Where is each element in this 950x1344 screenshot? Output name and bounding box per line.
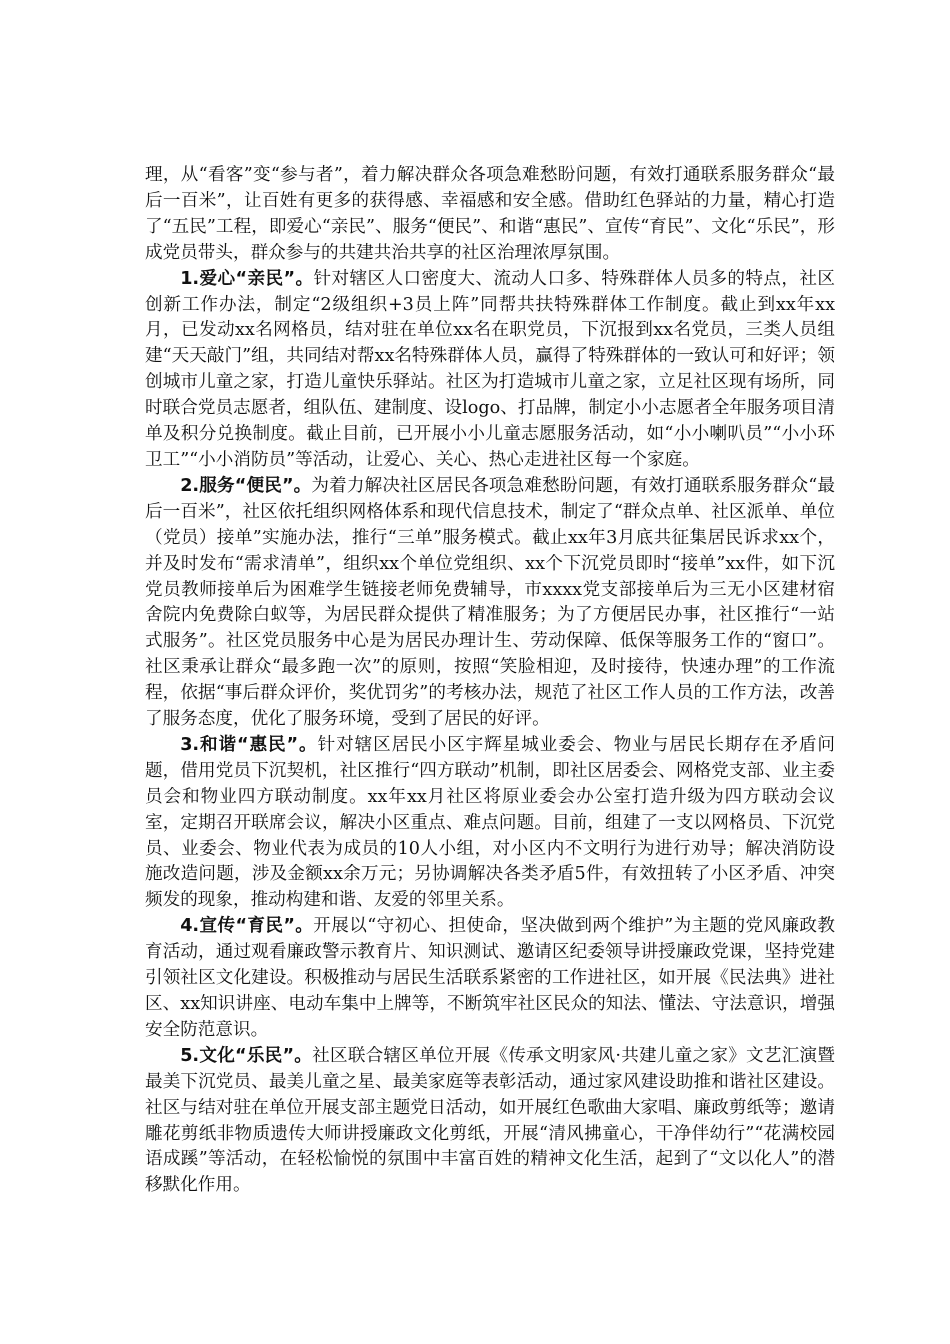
- intro-paragraph: 理，从“看客”变“参与者”，着力解决群众各项急难愁盼问题，有效打通联系服务群众“最后一百米”，让百姓有更多的获得感、幸福感和安全感。借助红色驿站的力量，精心打造了“五民”工程，即爱心“亲民”、服务“便民”、和谐“惠民”、宣传“育民”、文化“乐民”，形成党员带头，群众参与的共建共治共享的社区治理浓厚氛围。: [145, 165, 835, 263]
- section-paragraph-4: [145, 914, 835, 1044]
- section-heading-5: 5.文化“乐民”。: [180, 1045, 313, 1066]
- section-paragraph-3: [145, 733, 835, 914]
- section-heading-4: 4.宣传“育民”。: [180, 916, 314, 937]
- section-heading-3: 3.和谐“惠民”。: [180, 734, 318, 755]
- section-paragraph-2: [145, 474, 835, 733]
- section-body-1: 针对辖区人口密度大、流动人口多、特殊群体人员多的特点，社区创新工作办法，制定“2级组织+3员上阵”同帮共扶特殊群体工作制度。截止到xx年xx月，已发动xx名网格员，结对驻在单位xx名在职党员，下沉报到xx名党员，三类人员组建“天天敲门”组，共同结对帮xx名特殊群体人员，赢得了特殊群体的一致认可和好评；领创城市儿童之家，打造儿童快乐驿站。社区为打造城市儿童之家，立足社区现有场所，同时联合党员志愿者，组队伍、建制度、设logo、打品牌，制定小小志愿者全年服务项目清单及积分兑换制度。截止目前，已开展小小儿童志愿服务活动，如“小小喇叭员”“小小环卫工”“小小消防员”等活动，让爱心、关心、热心走进社区每一个家庭。: [145, 268, 835, 470]
- section-paragraph-5: [145, 1044, 835, 1199]
- section-body-3: 针对辖区居民小区宇辉星城业委会、物业与居民长期存在矛盾问题，借用党员下沉契机，社区推行“四方联动”机制，即社区居委会、网格党支部、业主委员会和物业四方联动制度。xx年xx月社区将原业委会办公室打造升级为四方联动会议室，定期召开联席会议，解决小区重点、难点问题。目前，组建了一支以网格员、下沉党员、业委会、物业代表为成员的10人小组，对小区内不文明行为进行劝导；解决消防设施改造问题，涉及金额xx余万元；另协调解决各类矛盾5件，有效扭转了小区矛盾、冲突频发的现象，推动构建和谐、友爱的邻里关系。: [145, 734, 835, 911]
- section-heading-1: 1.爱心“亲民”。: [180, 268, 314, 289]
- section-heading-2: 2.服务“便民”。: [180, 475, 312, 496]
- section-body-5: 社区联合辖区单位开展《传承文明家风·共建儿童之家》文艺汇演暨最美下沉党员、最美儿童之星、最美家庭等表彰活动，通过家风建设助推和谐社区建设。社区与结对驻在单位开展支部主题党日活动，如开展红色歌曲大家唱、廉政剪纸等；邀请雕花剪纸非物质遗传大师讲授廉政文化剪纸，开展“清风拂童心，干净伴幼行”“花满校园语成蹊”等活动，在轻松愉悦的氛围中丰富百姓的精神文化生活，起到了“文以化人”的潜移默化作用。: [145, 1045, 835, 1196]
- section-body-4: 开展以“守初心、担使命，坚决做到两个维护”为主题的党风廉政教育活动，通过观看廉政警示教育片、知识测试、邀请区纪委领导讲授廉政党课，坚持党建引领社区文化建设。积极推动与居民生活联系紧密的工作进社区，如开展《民法典》进社区、xx知识讲座、电动车集中上牌等，不断筑牢社区民众的知法、懂法、守法意识，增强安全防范意识。: [145, 916, 835, 1040]
- section-body-2: 为着力解决社区居民各项急难愁盼问题，有效打通联系服务群众“最后一百米”，社区依托组织网格体系和现代信息技术，制定了“群众点单、社区派单、单位（党员）接单”实施办法，推行“三单”服务模式。截止xx年3月底共征集居民诉求xx个，并及时发布“需求清单”，组织xx个单位党组织、xx个下沉党员即时“接单”xx件，如下沉党员教师接单后为困难学生链接老师免费辅导，市xxxx党支部接单后为三无小区建材宿舍院内免费除白蚁等，为居民群众提供了精准服务；为了方便居民办事，社区推行“一站式服务”。社区党员服务中心是为居民办理计生、劳动保障、低保等服务工作的“窗口”。社区秉承让群众“最多跑一次”的原则，按照“笑脸相迎，及时接待，快速办理”的工作流程，依据“事后群众评价，奖优罚劣”的考核办法，规范了社区工作人员的工作方法，改善了服务态度，优化了服务环境，受到了居民的好评。: [145, 475, 835, 730]
- section-paragraph-1: [145, 267, 835, 474]
- document-page: [145, 163, 835, 1199]
